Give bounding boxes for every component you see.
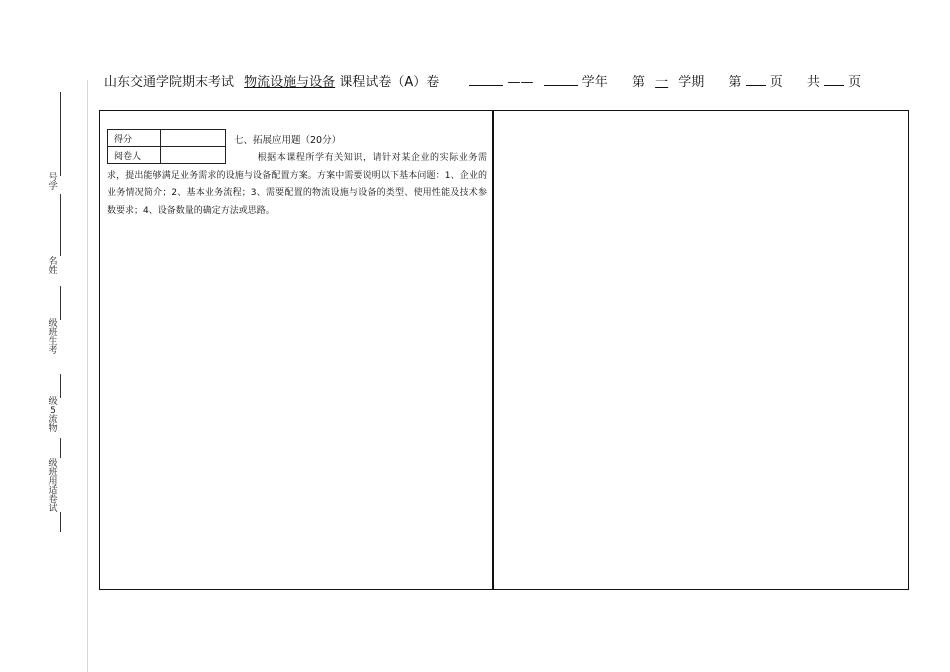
question-title: 七、拓展应用题（20分） <box>234 135 342 146</box>
exam-header <box>104 71 861 90</box>
applicable-class-label: 级 班 用 适 卷 试 <box>48 459 58 514</box>
logistics-grade-label: 级 5 流 物 <box>48 397 58 434</box>
question-body-rest: 需求，提出能够满足业务需求的设施与设备配置方案。方案中需要说明以下基本问题：1、企业的业务情况简介；2、基本业务流程；3、需要配置的物流设施与设备的类型、使用性能及技术参数要求；4、设备数量的确定方法或思路。 <box>107 153 487 216</box>
page-di: 第 <box>728 75 742 90</box>
school-exam-title: 山东交通学院期末考试 <box>104 75 235 90</box>
year-dash: —— <box>507 75 534 90</box>
side-divider-2 <box>60 194 61 256</box>
academic-year-label: 学年 <box>581 75 608 90</box>
side-divider-5 <box>60 438 61 458</box>
score-label: 得分 <box>108 130 161 147</box>
score-field[interactable] <box>161 130 226 147</box>
name-label: 名 姓 <box>48 257 58 276</box>
year-end-blank <box>544 73 578 86</box>
side-divider-1 <box>60 92 61 176</box>
page-number-blank <box>746 73 766 86</box>
side-divider-3 <box>60 286 61 320</box>
course-name: 物流设施与设备 <box>244 75 336 90</box>
total-page-label: 页 <box>848 75 862 90</box>
total-gong: 共 <box>806 75 820 90</box>
student-id-label: 号 学 <box>48 173 58 192</box>
year-start-blank <box>469 73 503 86</box>
side-divider-4 <box>60 374 61 398</box>
total-pages-blank <box>824 73 844 86</box>
paper-label: 课程试卷（A）卷 <box>339 75 440 90</box>
term-label: 学期 <box>678 75 705 90</box>
term-di: 第 <box>631 75 645 90</box>
term-number: 一 <box>655 75 669 90</box>
question-body-line1: 根据本课程所学有关知识，请针对某企业的实际业务 <box>257 153 478 163</box>
center-divider <box>492 110 494 590</box>
page-label: 页 <box>769 75 783 90</box>
score-row <box>108 130 226 147</box>
candidate-class-label: 级 班 生 考 <box>48 319 58 356</box>
grader-label: 阅卷人 <box>108 147 161 164</box>
binding-margin-line <box>87 80 88 672</box>
side-divider-6 <box>60 512 61 532</box>
question-body <box>107 150 487 220</box>
